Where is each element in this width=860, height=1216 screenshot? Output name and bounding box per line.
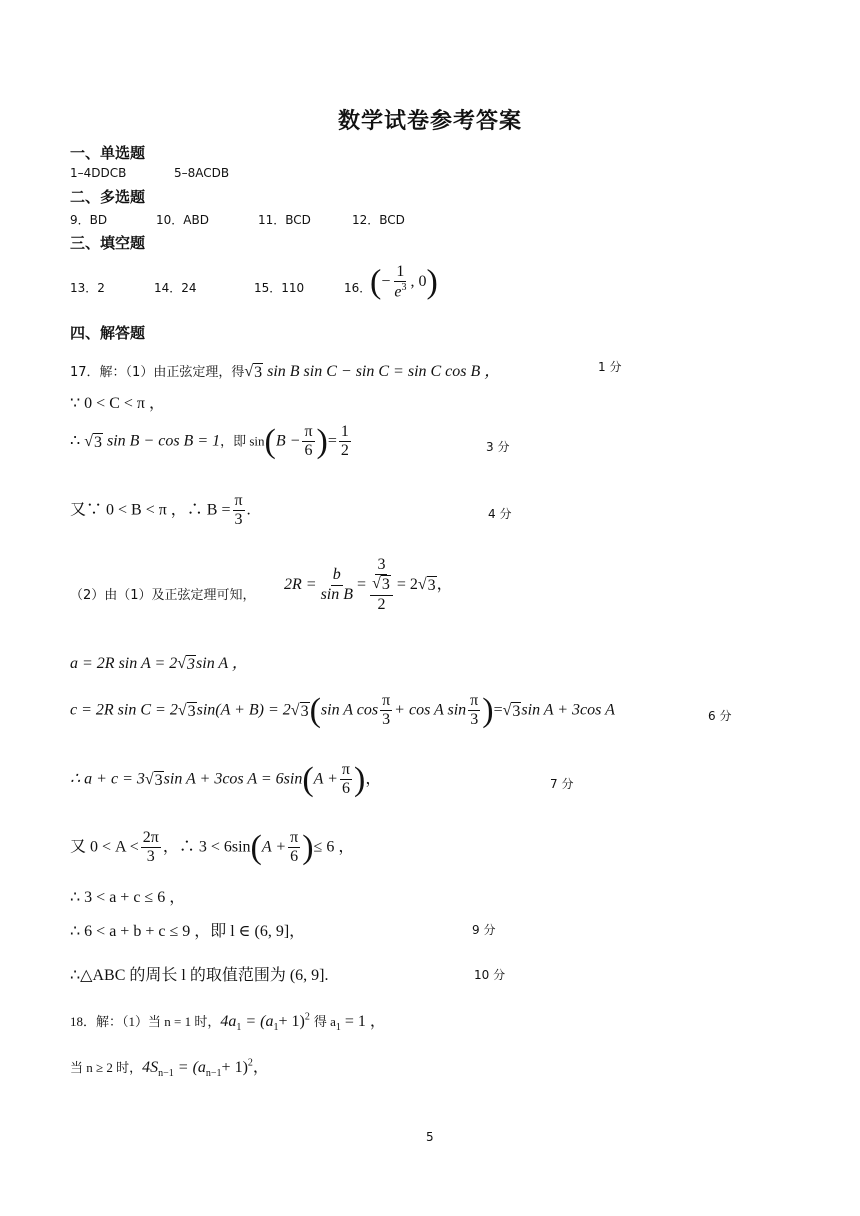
section-heading-fill-blank: 三、填空题 [70,234,146,252]
fill-answer-13: 13．2 [70,281,105,295]
score-1: 1 分 [598,360,622,374]
score-7: 7 分 [550,777,574,791]
page-title: 数学试卷参考答案 [338,109,523,134]
q17-equation-b: ∴ √ 3 sin B − cos B = 1，即 sin(B − $\frac{\pi}{6}$ )= $\frac{1}{2}$ [70,422,349,460]
fill-answer-14: 14．24 [154,281,197,295]
q18-recurrence: 当 n ≥ 2 时，$4S_{n-1} = (a_{n-1}+ 1)^2$， [70,1057,269,1080]
q17-side-a: a = 2R sin A = 2 √ 3 sin A ， [70,655,248,673]
section-heading-solutions: 四、解答题 [70,324,146,342]
q17-range-perimeter: ∴ 6 < a + b + c ≤ 9 ，即 l ∈ (6, 9]， [70,923,306,940]
q18-base-case: 18．解：（1）当 n = 1 时，$4a_1 = (a_1+ 1)^2$ 得 $a_1 = 1$ ， [70,1011,386,1034]
q17-range-a: 又 0 < A < $\frac{2\pi}{3}$ ，∴ 3 < 6sin(A + $\frac{\pi}{6}$ )≤ 6 ， [70,828,355,866]
fill-answer-16-label: 16． [344,281,372,295]
q17-part2-intro: （2）由（1）及正弦定理可知， [70,588,256,603]
q17-side-c: c = 2R sin C = 2 √ 3 sin(A + B) = 2 √ 3 (sin A cos $\frac{\pi}{3}$ + cos A sin $\frac{\pi}{3}$ )= √ 3 sin A + 3cos A [70,691,615,729]
score-3: 3 分 [486,440,510,454]
score-4: 4 分 [488,507,512,521]
multi-choice-answer-12: 12．BCD [352,213,405,227]
score-10: 10 分 [474,968,506,982]
score-6: 6 分 [708,709,732,723]
multi-choice-answer-9: 9．BD [70,213,108,227]
section-heading-single-choice: 一、单选题 [70,144,146,162]
q17-conclusion: ∴△ABC 的周长 l 的取值范围为 (6, 9]. [70,967,329,984]
q17-range-ac: ∴ 3 < a + c ≤ 6 ， [70,889,186,906]
multi-choice-answer-10: 10．ABD [156,213,209,227]
section-heading-multi-choice: 二、多选题 [70,188,146,206]
fill-answer-16-math: (− $\frac{1}{e^3}$ , 0) [370,263,438,301]
single-choice-answers-2: 5–8ACDB [174,166,230,180]
q17-value-b: 又∵ 0 < B < π ，∴ B = $\frac{\pi}{3}$ . [70,492,251,529]
fill-answer-15: 15．110 [254,281,305,295]
q17-condition-c: ∵ 0 < C < π ， [70,395,165,412]
q17-intro: 17．解：（1）由正弦定理，得 √ 3 sin B sin C − sin C = sin C cos B ， [70,363,501,381]
q17-sum-ac: ∴ a + c = 3 √ 3 sin A + 3cos A = 6sin(A + $\frac{\pi}{6}$ )， [70,760,382,798]
multi-choice-answer-11: 11．BCD [258,213,311,227]
single-choice-answers-1: 1–4DDCB [70,166,127,180]
score-9: 9 分 [472,923,496,937]
page-number: 5 [426,1130,434,1144]
q17-circumradius: 2R = $\frac{b}{\text{sin B}}$ = 3 √ 3 2 = 2 √ 3 ， [284,556,453,613]
